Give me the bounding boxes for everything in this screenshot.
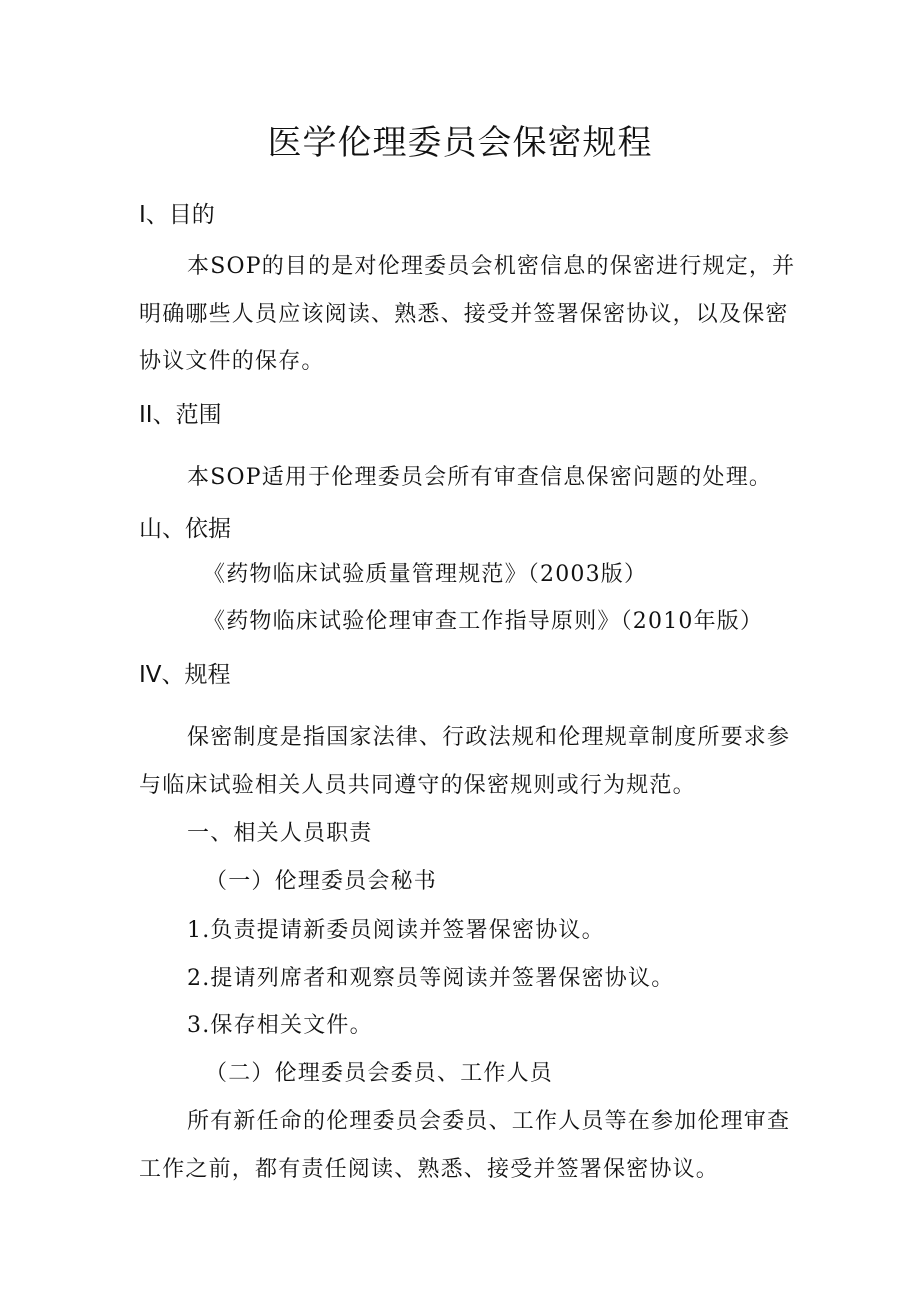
secretary-item-3: 3.保存相关文件。 [187, 1013, 373, 1038]
secretary-item-2: 2.提请列席者和观察员等阅读并签署保密协议。 [187, 966, 675, 991]
basis-ref-1: 《药物临床试验质量管理规范》（2003版） [203, 562, 648, 587]
purpose-line-3: 协议文件的保存。 [139, 349, 325, 374]
section-heading-purpose: I、目的 [139, 202, 215, 228]
purpose-line-1: 本SOP的目的是对伦理委员会机密信息的保密进行规定，并 [187, 254, 796, 279]
scope-line-1: 本SOP适用于伦理委员会所有审查信息保密问题的处理。 [187, 465, 773, 490]
procedure-intro-line-2: 与临床试验相关人员共同遵守的保密规则或行为规范。 [139, 773, 696, 798]
members-heading: （二）伦理委员会委员、工作人员 [205, 1061, 554, 1086]
secretary-item-1: 1.负责提请新委员阅读并签署保密协议。 [187, 918, 605, 943]
basis-ref-2: 《药物临床试验伦理审查工作指导原则》（2010年版） [203, 609, 764, 634]
document-title: 医学伦理委员会保密规程 [267, 123, 653, 163]
procedure-subheading: 一、相关人员职责 [187, 821, 373, 846]
members-line-1: 所有新任命的伦理委员会委员、工作人员等在参加伦理审查 [187, 1109, 791, 1134]
section-heading-procedure: IV、规程 [139, 662, 231, 688]
section-heading-scope: II、范围 [139, 402, 222, 428]
procedure-intro-line-1: 保密制度是指国家法律、行政法规和伦理规章制度所要求参 [187, 725, 791, 750]
secretary-heading: （一）伦理委员会秘书 [205, 869, 438, 894]
members-line-2: 工作之前，都有责任阅读、熟悉、接受并签署保密协议。 [139, 1157, 720, 1182]
purpose-line-2: 明确哪些人员应该阅读、熟悉、接受并签署保密协议，以及保密 [139, 302, 789, 327]
section-heading-basis: 山、依据 [139, 516, 231, 542]
